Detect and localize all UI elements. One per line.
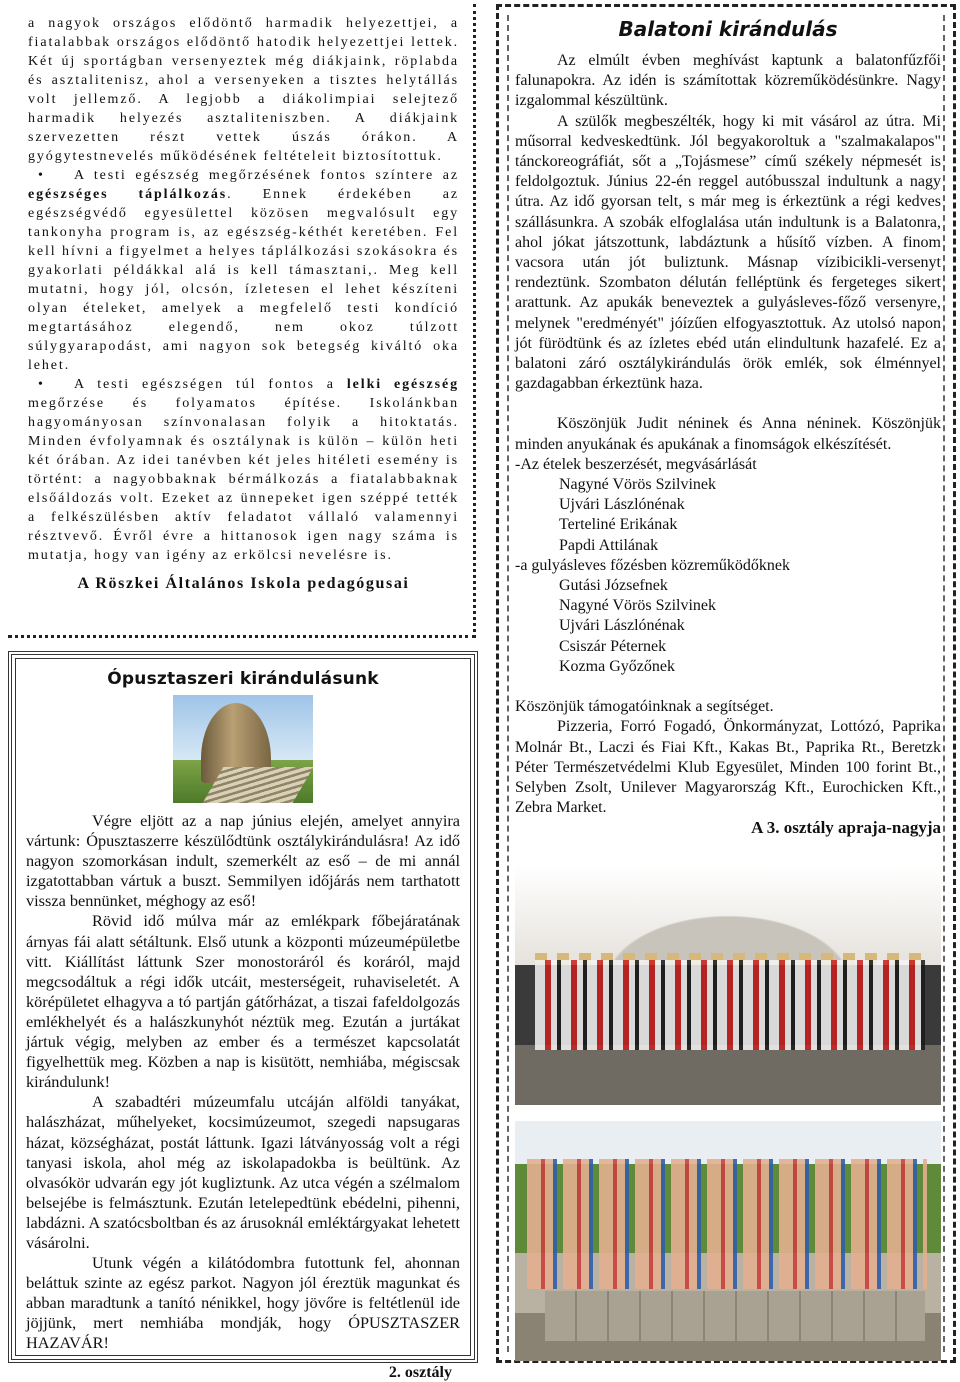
opusztaszer-title: Ópusztaszeri kirándulásunk <box>107 669 379 689</box>
memorial-tower-photo <box>173 695 313 803</box>
class-signature: 2. osztály <box>388 1363 452 1381</box>
list-item: Gutási Józsefnek <box>559 577 668 595</box>
balaton-article <box>496 4 956 1363</box>
list-item: Ujvári Lászlónénak <box>559 617 685 635</box>
opusztaszer-p3: A szabadtéri múzeumfalu utcáján alföldi tanyákat, halászházat, műhelyeket, kocsimúzeumot, szegedi napsugaras házat, községházat, postát láttunk. Igazi látványosság volt a régi tanyasi iskola, ahol még az iskolapadokba is beültünk. Az olvasókör udvarán egy jót kugliztunk. Az utca végén a szélmalom belsejébe is felmásztunk. Ezután letelepedtünk ebédelni, pihenni, labdázni. A szatócsboltban és az árusoknál emléktárgyakat lehetett vásárolni. <box>26 1092 460 1252</box>
balaton-body <box>515 51 941 839</box>
school-report-text <box>28 14 459 565</box>
list-item: Papdi Attilának <box>559 536 659 554</box>
balaton-title: Balatoni kirándulás <box>618 17 838 41</box>
stage-performance-photo <box>515 865 941 1105</box>
sponsors-heading: Köszönjük támogatóinknak a segítséget. <box>515 698 774 716</box>
list-item: Terteliné Erikának <box>559 516 678 534</box>
opusztaszer-p2: Rövid idő múlva már az emlékpark főbejáratának árnyas fái alatt sétáltunk. Első utunk a központi múzeumépületbe vitt. Kiállítást láttunk Szer monostoráról és koráról, majd megcsodáltuk a régi idők utcáit, mesterségeit, ruhaviseletét. A körépületet elhagyva a tó partján gátőrházat, a tiszai fafeldolgozás emlékhelyét és a halászkunyhót néztük meg. Ezután a jurtákat jártuk végig, melyben az ember és a természet kapcsolatát figyelhettük meg. Közben a nap is kisütött, nemhiába, mégiscsak kirándulunk! <box>26 911 460 1092</box>
list1-heading: -Az ételek beszerzését, megvásárlását <box>515 455 757 473</box>
opusztaszer-article <box>8 651 478 1381</box>
tower-steps-shape <box>203 767 314 803</box>
mental-health-paragraph: • A testi egészségen túl fontos a lelki egészség megőrzése és folyamatos építése. Iskolánkban hagyományosan színvonalasan folyik a hitoktatás. Minden évfolyamnak és osztálynak is külön – külön heti két órában. Az idei tanévben két jeles hitéleti esemény is történt: a nagyobbaknak bérmálkozás a fiatalabbaknak elsőáldozás volt. Ezeket az ünnepeket igen széppé tették a felkészülésben aktív feladatot vállaló valamennyi résztvevő. Évről évre a hittanosok igen nagy száma is mutatja, hogy van igény az erkölcsi nevelésre is. <box>28 375 459 565</box>
sponsors-list: Pizzeria, Forró Fogadó, Önkormányzat, Lottózó, Paprika Molnár Bt., Laczi és Fiai Kft., Kakas Bt., Paprika Rt., Beretzk Péter Természetvédelmi Klub Egyesület, Minden 100 forint Bt., Selyben Zsolt, Unilever Magyarország Kft., Eurochicken Kft., Zebra Market. <box>515 718 941 817</box>
nutrition-paragraph: • A testi egészség megőrzésének fontos színtere az egészséges táplálkozás. Ennek érdekében az egészségvédő egyesülettel közösen megvalósult egy tankonyha program is, az egészség-kéthét keretében. Fel kell hívni a figyelmet a helyes táplálkozási szokásokra és gyakorlati példákkal alá is kell támasztani,. Meg kell mutatni, hogy jól, olcsón, ízletesen el lehet készíteni olyan ételeket, amelyek a megfelelő testi kondíció megtartásához elegendő, nem okoz túlzott súlygyarapodást, ami nagyon sok betegség kiváltó oka lehet. <box>28 166 459 375</box>
stage-tent-shape <box>515 865 941 965</box>
list2-heading: -a gulyásleves főzésben közreműködőknek <box>515 556 791 574</box>
third-grade-signature: A 3. osztály apraja-nagyja <box>751 818 941 838</box>
opusztaszer-p4: Utunk végén a kilátódombra futottunk fel, ahonnan beláttuk szinte az egész parkot. Nagyon jól éreztük magunkat és abban maradtunk a tanító nénikkel, hogy jövőre is feltétlenül ide jöjjünk, mert nemhiába mondják, hogy ÓPUSZTASZER HAZAVÁR! <box>26 1253 460 1353</box>
list1 <box>515 475 941 556</box>
stone-wall-shape <box>545 1291 925 1341</box>
balaton-p1: Az elmúlt évben meghívást kaptunk a balatonfűzfői falunapokra. Az idén is számítottak közreműködésünkre. Nagy izgalommal készültünk. <box>515 52 941 110</box>
balaton-p2: A szülők megbeszélték, hogy ki mit vásárol az útra. Mi műsorral kedveskedtünk. Jól begyakoroltuk a "szalmakalapos" tánckoreográfiát, sőt a „Tojásmese” című székely népmesét is feldolgoztuk. Június 22-én reggel autóbusszal indultunk a nagy útra. Az idő gyorsan telt, s már meg is érkeztünk a régi kedves szállásunkra. A szobák elfoglalása után indultunk is a Balatonra, ahol jókat játszottunk, labdáztunk a hűsítő vízben. A finom vacsora után jót buliztunk. Másnap vízibicikli-versenyt rendeztünk. Szombaton délután felléptünk és fergeteges sikert arattunk. Az apukák beneveztek a gulyásleves-főző versenyre, melynek "eredményét" jóízűen elfogyasztottuk. Az utolsó napon jót fürödtünk és az ízletes ebéd után elindultunk hazafelé. Ez a balatoni záró osztálykirándulás örök emlék, sok élménnyel gazdagabban érkeztünk haza. <box>515 112 941 393</box>
list-item: Kozma Győzőnek <box>559 657 675 675</box>
opusztaszer-body <box>26 811 460 1354</box>
thanks-paragraph: Köszönjük Judit néninek és Anna néninek. Köszönjük minden anyukának és apukának a finomságok elkészítését. <box>515 415 941 453</box>
list-item: Nagyné Vörös Szilvinek <box>559 597 717 615</box>
list-item: Csiszár Péternek <box>559 637 667 655</box>
sports-paragraph: a nagyok országos elődöntő harmadik helyezettjei, a fiatalabbak országos elődöntő hatodik helyezettjei lettek. Két új sportágban versenyeztek még diákjaink, röplabda és asztalitenisz, ahol a versenyeken a tisztes helytállás volt jellemző. A legjobb a diákolimpiai selejtező harmadik helyezés asztaliteniszben. A diákjaink szervezetten részt vettek úszás órákon. A gyógytestnevelés működésének feltételeit biztosítottuk. <box>28 16 459 164</box>
teachers-signature: A Röszkei Általános Iskola pedagógusai <box>77 575 410 592</box>
opusztaszer-p1: Végre eljött az a nap június elején, amelyet annyira vártunk: Ópusztaszerre készülődtünk osztálykirándulásra! Az idő nagyon szomorkásan indult, szemerkélt az eső – de mi annál izgatottabban vártuk a buszt. Semmilyen időjárás nem tarthatott vissza bennünket, méghogy az eső! <box>26 811 460 911</box>
list-item: Ujvári Lászlónénak <box>559 496 685 514</box>
dancers-shape <box>535 960 925 1050</box>
list-item: Nagyné Vörös Szilvinek <box>559 476 717 494</box>
swimming-children-photo <box>515 1121 941 1361</box>
list2 <box>515 576 941 677</box>
children-group-shape <box>527 1159 927 1289</box>
school-report-section <box>8 4 476 638</box>
